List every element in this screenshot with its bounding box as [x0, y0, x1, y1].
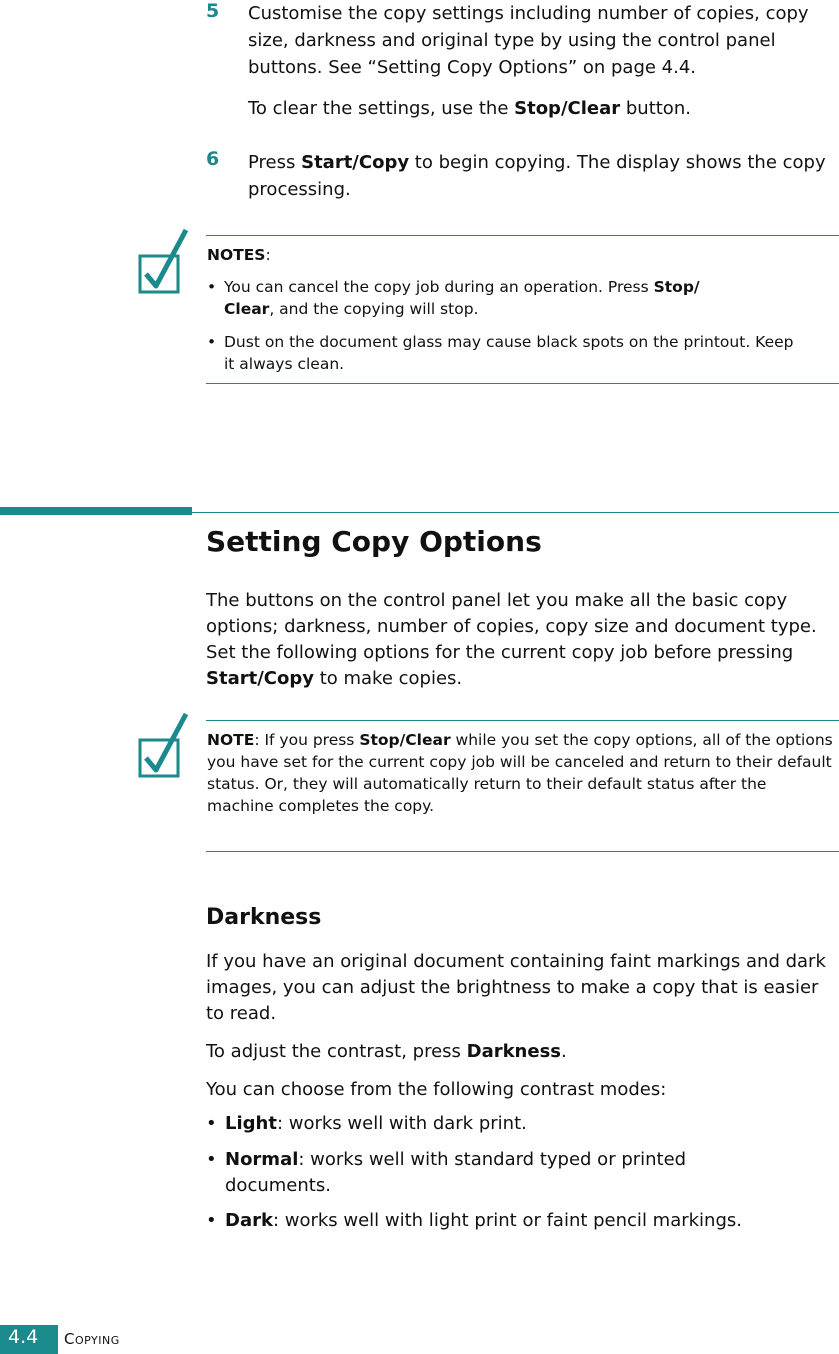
step-number: 5 — [206, 0, 220, 22]
section-bar — [0, 507, 192, 515]
checkmark-icon — [138, 710, 190, 780]
note-text: NOTE: If you press Stop/Clear while you set the copy options, all of the options you have set for the current copy job will be canceled and return to their default status. Or, they will automatically return to their default status after the machine completes the copy. — [207, 731, 833, 815]
mode-item: • Light: works well with dark print. — [206, 1113, 527, 1134]
step-text: Press Start/Copy to begin copying. The display shows the copy processing. — [248, 152, 826, 200]
note-divider — [206, 383, 839, 384]
darkness-paragraph: If you have an original document containing faint markings and dark images, you can adjust the brightness to make a copy that is easier to read. — [206, 951, 826, 1024]
mode-item: • Normal: works well with standard typed or printed documents. — [206, 1149, 687, 1196]
checkmark-icon — [138, 226, 190, 296]
section-rule — [192, 512, 839, 513]
notes-item: • You can cancel the copy job during an operation. Press Stop/ Clear, and the copying will stop. — [207, 278, 700, 318]
note-divider — [206, 720, 839, 721]
step-text: Customise the copy settings including number of copies, copy size, darkness and original type by using the control panel buttons. See “Setting Copy Options” on page 4.4. — [248, 3, 809, 78]
page-number-box — [0, 1325, 58, 1354]
section-title: Setting Copy Options — [206, 525, 542, 558]
mode-item: • Dark: works well with light print or faint pencil markings. — [206, 1210, 742, 1231]
subsection-heading: Darkness — [206, 905, 322, 930]
step-subtext: To clear the settings, use the Stop/Clear button. — [248, 98, 691, 119]
notes-item: • Dust on the document glass may cause black spots on the printout. Keep it always clean. — [207, 333, 794, 373]
chapter-label: Copying — [64, 1330, 120, 1348]
note-divider — [206, 235, 839, 236]
darkness-instruction: To adjust the contrast, press Darkness. — [206, 1041, 567, 1062]
note-divider — [206, 851, 839, 852]
darkness-modes-intro: You can choose from the following contrast modes: — [206, 1079, 667, 1100]
section-intro: The buttons on the control panel let you make all the basic copy options; darkness, number of copies, copy size and document type. Set the following options for the current copy job before pressing Start/Copy to make copies. — [206, 590, 817, 689]
step-number: 6 — [206, 148, 220, 170]
page-number: 4.4 — [8, 1326, 39, 1348]
notes-label: NOTES: — [207, 246, 271, 264]
